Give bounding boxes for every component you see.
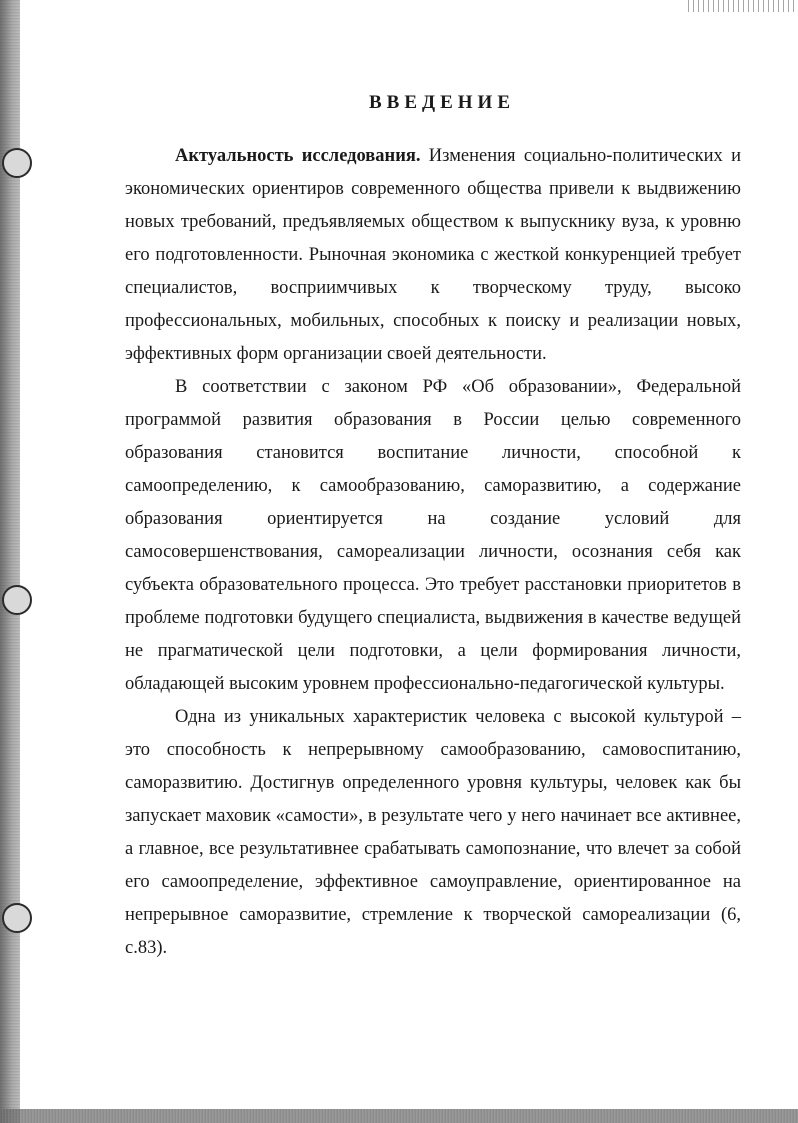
paragraph-law: В соответствии с законом РФ «Об образовании», Федеральной программой развития образования в России целью современного образования становится воспитание личности, способной к самоопределению, к самообразованию, саморазвитию, а содержание образования ориентируется на создание условий для самосовершенствования, самореализации личности, осознания себя как субъекта образовательного процесса. Это требует расстановки приоритетов в проблеме подготовки будущего специалиста, выдвижения в качестве ведущей не прагматической цели подготовки, а цели формирования личности, обладающей высоким уровнем профессионально-педагогической культуры.: [125, 377, 741, 694]
paragraph-lead: Актуальность исследования.: [175, 146, 421, 166]
paragraph-text: Изменения социально-политических и экономических ориентиров современного общества привели к выдвижению новых требований, предъявляемых обществом к выпускнику вуза, к уровню его подготовленности. Рыночная экономика с жесткой конкуренцией требует специалистов, восприимчивых к творческому труду, высоко профессиональных, мобильных, способных к поиску и реализации новых, эффективных форм организации своей деятельности.: [125, 146, 741, 364]
punch-hole: [2, 148, 32, 178]
scan-bottom-edge: [0, 1109, 798, 1123]
punch-hole: [2, 585, 32, 615]
paragraph-culture: Одна из уникальных характеристик человека с высокой культурой – это способность к непрерывному самообразованию, самовоспитанию, саморазвитию. Достигнув определенного уровня культуры, человек как бы запускает маховик «самости», в результате чего у него начинает все активнее, а главное, все результативнее срабатывать самопознание, что влечет за собой его самоопределение, эффективное самоуправление, ориентированное на непрерывное саморазвитие, стремление к творческой самореализации (6, с.83).: [125, 707, 741, 958]
page-title: ВВЕДЕНИЕ: [369, 92, 515, 113]
scan-artifact: [688, 0, 798, 12]
punch-hole: [2, 903, 32, 933]
paragraph-relevance: [125, 140, 741, 371]
page-content: [125, 92, 741, 965]
